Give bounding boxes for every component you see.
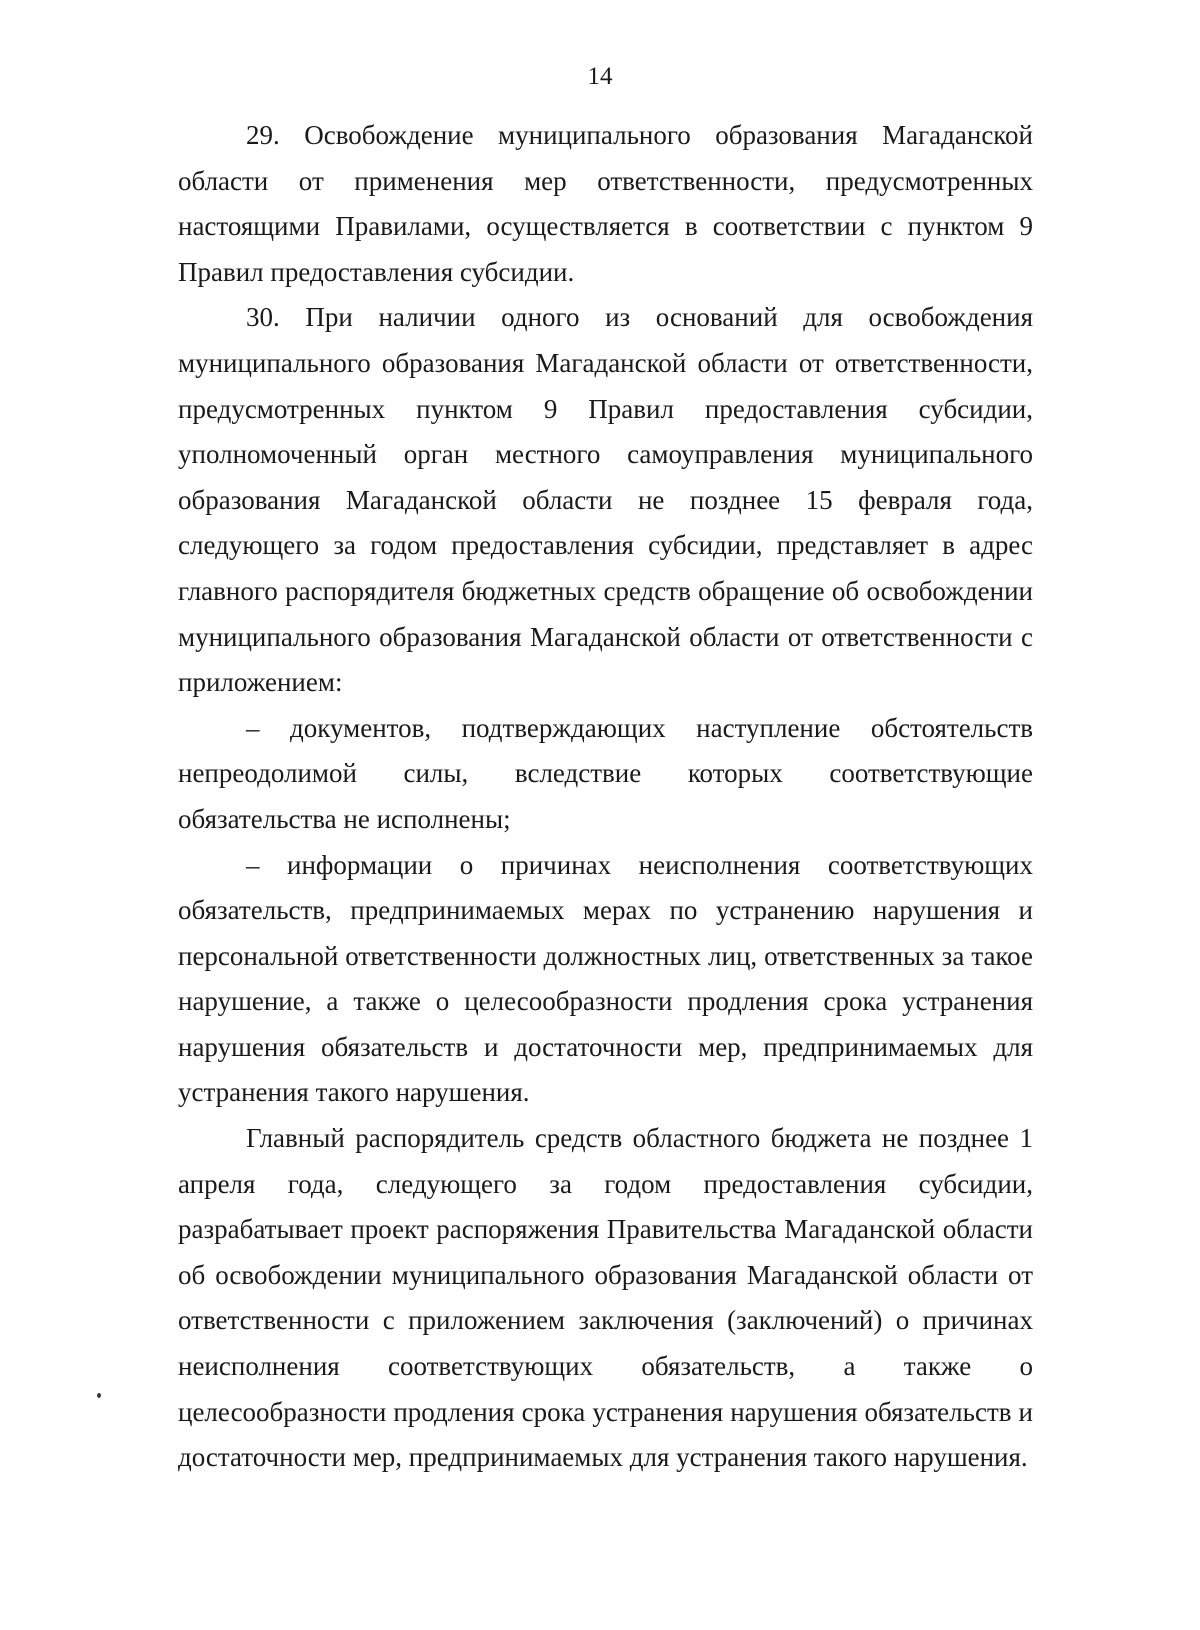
document-body [178, 113, 1033, 1481]
page-number: 14 [587, 63, 613, 90]
paragraph-30: 30. При наличии одного из оснований для освобождения муниципального образования Магаданской области от ответственности, предусмотренных пунктом 9 Правил предоставления субсидии, уполномоченный орган местного самоуправления муниципального образования Магаданской области не позднее 15 февраля года, следующего за годом предоставления субсидии, представляет в адрес главного распорядителя бюджетных средств обращение об освобождении муниципального образования Магаданской области от ответственности с приложением: [178, 302, 1033, 698]
list-item-information: – информации о причинах неисполнения соответствующих обязательств, предпринимаемых мерах по устранению нарушения и персональной ответственности должностных лиц, ответственных за такое нарушение, а также о целесообразности продления срока устранения нарушения обязательств и достаточности мер, предпринимаемых для устранения такого нарушения. [178, 849, 1033, 1108]
scan-speck [97, 1393, 101, 1398]
list-item-documents: – документов, подтверждающих наступление обстоятельств непреодолимой силы, вследствие которых соответствующие обязательства не исполнены; [178, 712, 1033, 834]
paragraph-chief-administrator: Главный распорядитель средств областного бюджета не позднее 1 апреля года, следующего за годом предоставления субсидии, разрабатывает проект распоряжения Правительства Магаданской области об освобождении муниципального образования Магаданской области от ответственности с приложением заключения (заключений) о причинах неисполнения соответствующих обязательств, а также о целесообразности продления срока устранения нарушения обязательств и достаточности мер, предпринимаемых для устранения такого нарушения. [178, 1123, 1033, 1473]
paragraph-29: 29. Освобождение муниципального образования Магаданской области от применения мер ответственности, предусмотренных настоящими Правилами, осуществляется в соответствии с пунктом 9 Правил предоставления субсидии. [178, 120, 1033, 287]
